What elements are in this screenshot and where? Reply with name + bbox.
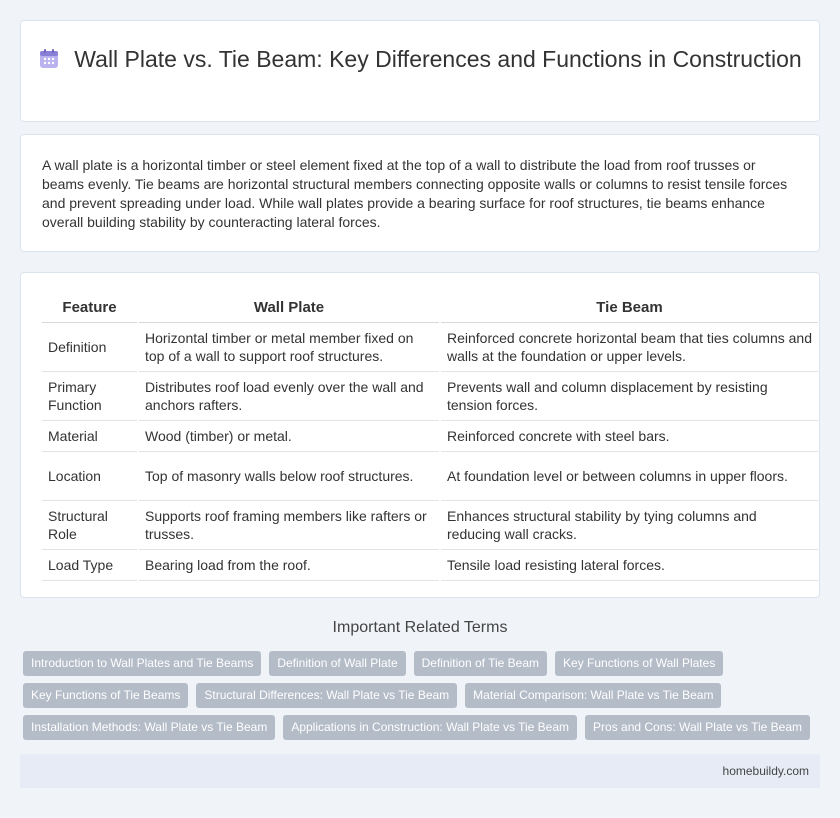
related-term-tag[interactable]: Key Functions of Tie Beams — [23, 683, 188, 708]
header-tie-beam: Tie Beam — [440, 294, 818, 322]
table-row — [42, 371, 818, 420]
footer — [20, 754, 820, 788]
tag-row — [23, 715, 823, 741]
table-cell: Load Type — [42, 549, 138, 580]
table-row — [42, 549, 818, 580]
comparison-card — [20, 272, 820, 598]
related-term-tag[interactable]: Key Functions of Wall Plates — [555, 651, 723, 676]
comparison-table — [42, 294, 818, 581]
related-term-tag[interactable]: Structural Differences: Wall Plate vs Tie Beam — [196, 683, 457, 708]
related-term-tag[interactable]: Definition of Wall Plate — [269, 651, 405, 676]
table-cell: Wood (timber) or metal. — [138, 420, 440, 451]
related-term-tag[interactable]: Material Comparison: Wall Plate vs Tie Beam — [465, 683, 721, 708]
table-cell: Top of masonry walls below roof structures. — [138, 451, 440, 500]
header-card — [20, 20, 820, 122]
related-terms-list — [23, 651, 823, 747]
related-term-tag[interactable]: Definition of Tie Beam — [414, 651, 547, 676]
table-cell: Primary Function — [42, 371, 138, 420]
related-term-tag[interactable]: Applications in Construction: Wall Plate vs Tie Beam — [283, 715, 577, 740]
table-cell: Reinforced concrete with steel bars. — [440, 420, 818, 451]
footer-site-link[interactable]: homebuildy.com — [722, 764, 809, 778]
related-term-tag[interactable]: Introduction to Wall Plates and Tie Beams — [23, 651, 261, 676]
table-cell: Material — [42, 420, 138, 451]
related-term-tag[interactable]: Installation Methods: Wall Plate vs Tie Beam — [23, 715, 275, 740]
table-cell: Prevents wall and column displacement by resisting tension forces. — [440, 371, 818, 420]
table-cell: Tensile load resisting lateral forces. — [440, 549, 818, 580]
table-row — [42, 420, 818, 451]
table-row — [42, 451, 818, 500]
table-row — [42, 322, 818, 371]
table-cell: Reinforced concrete horizontal beam that ties columns and walls at the foundation or upper levels. — [440, 322, 818, 371]
table-cell: Definition — [42, 322, 138, 371]
table-cell: At foundation level or between columns in upper floors. — [440, 451, 818, 500]
related-term-tag[interactable]: Pros and Cons: Wall Plate vs Tie Beam — [585, 715, 810, 740]
tag-row — [23, 683, 823, 709]
table-cell: Location — [42, 451, 138, 500]
page-title: Wall Plate vs. Tie Beam: Key Differences and Functions in Construction — [74, 46, 802, 72]
calendar-icon — [38, 48, 60, 70]
header-wall-plate: Wall Plate — [138, 294, 440, 322]
table-cell: Horizontal timber or metal member fixed on top of a wall to support roof structures. — [138, 322, 440, 371]
header-feature: Feature — [42, 294, 138, 322]
table-cell: Supports roof framing members like rafters or trusses. — [138, 500, 440, 549]
table-header-row — [42, 294, 818, 322]
table-cell: Structural Role — [42, 500, 138, 549]
page-title-wrap — [21, 45, 819, 74]
tag-row — [23, 651, 823, 677]
table-cell: Distributes roof load evenly over the wall and anchors rafters. — [138, 371, 440, 420]
table-row — [42, 500, 818, 549]
intro-paragraph: A wall plate is a horizontal timber or steel element fixed at the top of a wall to distribute the load from roof trusses or beams evenly. Tie beams are horizontal structural members connecting opposite walls or columns to resist tensile forces and prevent spreading under load. While wall plates provide a bearing surface for roof structures, tie beams enhance overall building stability by counteracting lateral forces. — [42, 157, 788, 230]
table-cell: Bearing load from the roof. — [138, 549, 440, 580]
related-terms-title: Important Related Terms — [332, 619, 508, 636]
table-cell: Enhances structural stability by tying columns and reducing wall cracks. — [440, 500, 818, 549]
intro-card — [20, 134, 820, 252]
